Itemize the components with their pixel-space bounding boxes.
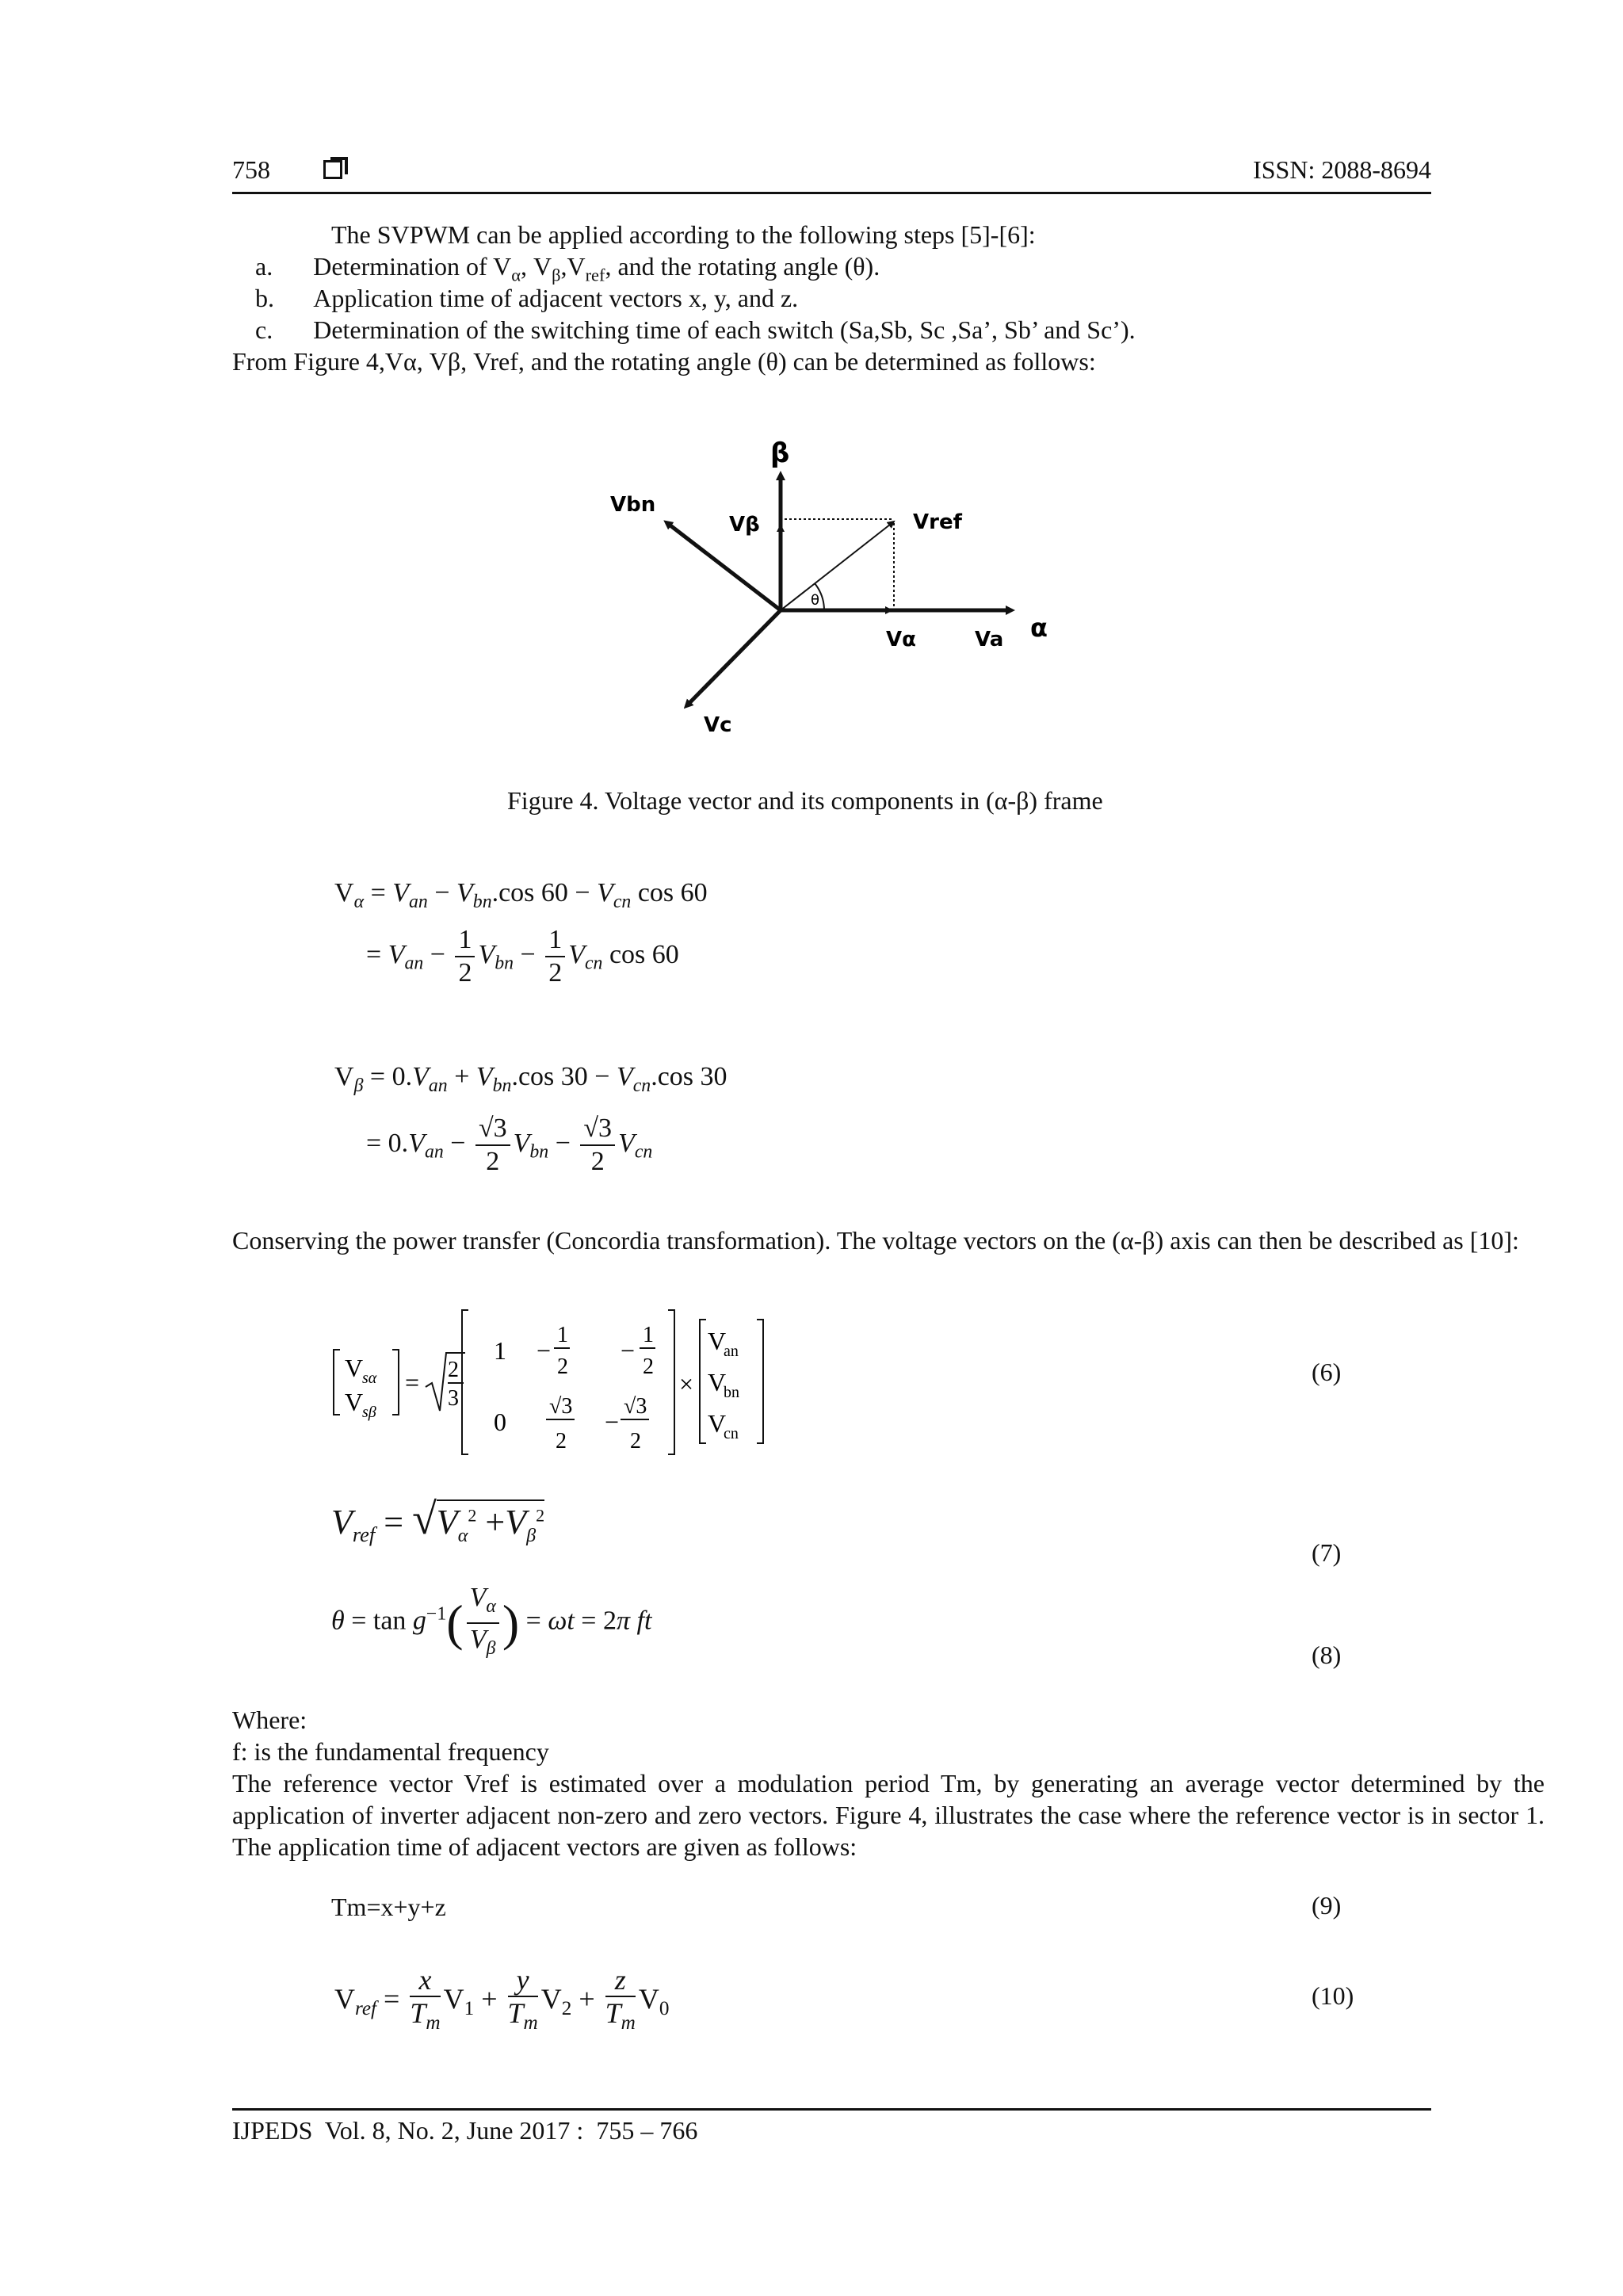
fig-label-vref: Vref (913, 510, 962, 534)
step-b (255, 282, 798, 314)
equation-8: $\theta = \tan g^{-1}$( $\frac{V_\alpha}{V_\beta}$ ) = ωt = 2π ft (331, 1583, 652, 1659)
equation-9-number: (9) (1312, 1891, 1342, 1920)
equation-9: Tm=x+y+z (331, 1893, 446, 1921)
step-b-marker: b. (255, 284, 274, 312)
fig-label-valpha: Vα (886, 628, 916, 651)
svg-text:−: − (621, 1336, 636, 1365)
svg-text:V: V (708, 1368, 727, 1396)
vc-vector (687, 610, 781, 705)
svg-text:√3: √3 (549, 1394, 573, 1419)
svg-text:V: V (708, 1327, 727, 1355)
vref-vector (781, 521, 894, 610)
svpwm-lead: The SVPWM can be applied according to the following steps [5]-[6]: (331, 220, 1036, 249)
figure-4-vector-diagram (586, 432, 1078, 765)
step-c-marker: c. (255, 315, 273, 344)
issn: ISSN: 2088-8694 (1253, 155, 1431, 184)
equation-6-number: (6) (1312, 1358, 1342, 1386)
step-c-text: Determination of the switching time of each switch (Sa,Sb, Sc ,Sa’, Sb’ and Sc’). (313, 315, 1136, 344)
svg-text:V: V (345, 1354, 364, 1382)
footer-rule (232, 2108, 1431, 2111)
page-number: 758 (232, 155, 270, 184)
equation-7-number: (7) (1312, 1538, 1342, 1567)
concordia-paragraph: Conserving the power transfer (Concordia transformation). The voltage vectors on the (α-β) axis can then be described as [10]: (232, 1226, 1519, 1255)
step-b-text: Application time of adjacent vectors x, y, and z. (313, 284, 799, 312)
svg-text:1: 1 (643, 1323, 654, 1347)
svg-text:−: − (605, 1408, 620, 1436)
fig-label-va: Va (975, 628, 1004, 651)
fig-label-alpha: α (1030, 613, 1048, 643)
step-c (255, 314, 1136, 346)
step-a-marker: a. (255, 252, 273, 281)
fig-label-beta: β (770, 437, 790, 469)
svg-text:sβ: sβ (362, 1404, 376, 1421)
svg-text:V: V (708, 1409, 727, 1438)
svg-text:2: 2 (557, 1354, 568, 1379)
equation-10-number: (10) (1312, 1981, 1354, 2010)
svg-text:2: 2 (643, 1354, 654, 1379)
fig-label-theta: θ (811, 592, 820, 609)
svg-text:×: × (679, 1370, 694, 1398)
equation-valpha-line2: = $V_{an}$ − $\frac{1}{2}$ $V_{bn}$ − $\frac{1}{2}$ $V_{cn}$ cos 60 (366, 925, 679, 988)
fig-label-vbn: Vbn (610, 493, 656, 517)
fig-label-vc: Vc (704, 713, 732, 737)
svg-text:1: 1 (494, 1336, 506, 1365)
header-rule (232, 192, 1431, 194)
svg-text:2: 2 (630, 1429, 641, 1454)
svg-text:−: − (537, 1336, 552, 1365)
from-figure-line: From Figure 4,Vα, Vβ, Vref, and the rotating angle (θ) can be determined as follows: (232, 347, 1096, 376)
svg-text:√3: √3 (624, 1394, 647, 1419)
svg-text:0: 0 (494, 1408, 506, 1436)
equation-vbeta-line1: $V_\beta = 0.V_{an} + V_{bn}.\cos$ $30 - V_{cn}.\cos$ 30 (334, 1062, 727, 1096)
equation-10: $V_{ref}$ = $\frac{x}{T_m}$ $V_1$ + $\frac{y}{T_m}$ $V_2$ + $\frac{z}{T_m}$ $V_0$ (334, 1964, 670, 2034)
footer-journal: IJPEDS Vol. 8, No. 2, June 2017 : 755 – 766 (232, 2116, 698, 2145)
svg-text:3: 3 (448, 1386, 459, 1411)
svg-text:an: an (724, 1343, 739, 1360)
checkbox-square-icon (323, 160, 342, 179)
equation-6-matrix (329, 1304, 781, 1462)
svg-text:sα: sα (362, 1370, 377, 1387)
vbn-vector (667, 523, 781, 610)
reference-vector-paragraph: The reference vector Vref is estimated over a modulation period Tm, by generating an average vector determined by the application of inverter adjacent non-zero and zero vectors. Figure 4, illustrates the case where the reference vector is in sector 1. The application time of adjacent vectors are given as follows: (232, 1769, 1545, 1861)
equation-valpha-line1: $V_\alpha = V_{an} - V_{bn}.\cos$ $60 - V_{cn}$ cos 60 (334, 878, 708, 912)
svg-text:V: V (345, 1388, 364, 1416)
step-a-text: Determination of $V_\alpha$, $V_\beta,V_{ref}$, and the rotating angle (θ). (313, 252, 880, 285)
equation-vbeta-line2: = $0.V_{an}$ − $\frac{√3}{2}$ $V_{bn}$ − $\frac{√3}{2}$ $V_{cn}$ (366, 1114, 653, 1176)
fig-label-vbeta: Vβ (729, 513, 760, 537)
svg-text:cn: cn (724, 1425, 739, 1442)
f-definition: f: is the fundamental frequency (232, 1737, 549, 1766)
svg-text:2: 2 (448, 1358, 459, 1382)
equation-7: $V_{ref} = √V_\alpha^2 +V_\beta^2$ (331, 1495, 545, 1546)
svg-text:bn: bn (724, 1384, 739, 1401)
svg-text:1: 1 (557, 1323, 568, 1347)
equation-8-number: (8) (1312, 1641, 1342, 1669)
svg-text:=: = (405, 1368, 420, 1396)
svg-text:2: 2 (556, 1429, 567, 1454)
where-label: Where: (232, 1706, 307, 1734)
figure-4-caption: Figure 4. Voltage vector and its components in (α-β) frame (507, 786, 1103, 815)
